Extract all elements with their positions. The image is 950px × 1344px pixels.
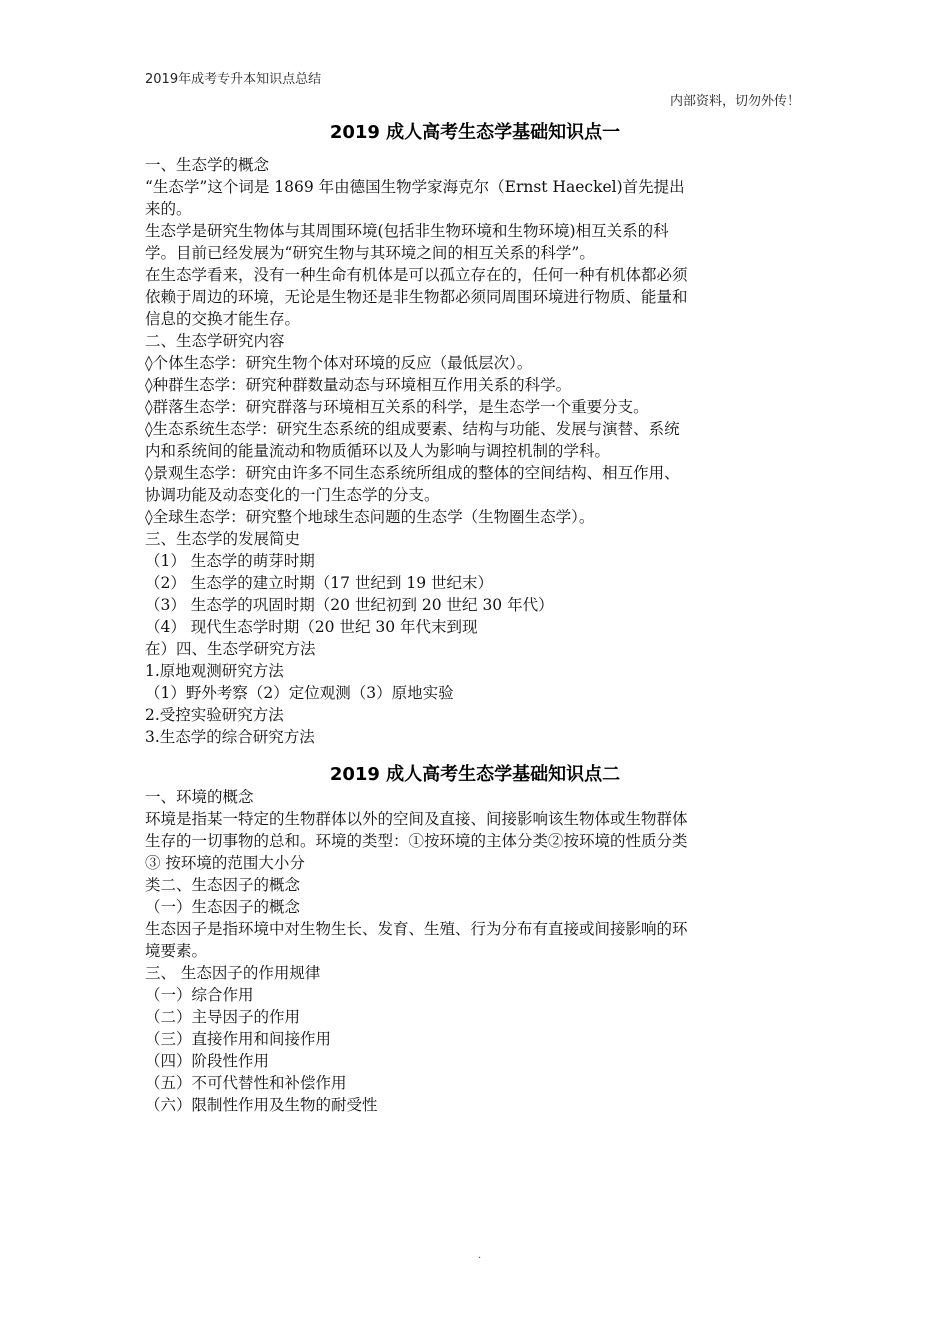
text-line: （4） 现代生态学时期（20 世纪 30 年代末到现 — [145, 618, 478, 636]
text-line: 内和系统间的能量流动和物质循环以及人为影响与调控机制的学科。 — [145, 442, 611, 460]
text-line: （四）阶段性作用 — [145, 1052, 270, 1070]
text-line: 一、环境的概念 — [145, 788, 254, 806]
text-line: ◊种群生态学：研究种群数量动态与环境相互作用关系的科学。 — [145, 376, 572, 394]
text-line: （三）直接作用和间接作用 — [145, 1030, 332, 1048]
text-line: （一）综合作用 — [145, 986, 254, 1004]
text-line: 一、生态学的概念 — [145, 156, 270, 174]
text-line: （3） 生态学的巩固时期（20 世纪初到 20 世纪 30 年代） — [145, 596, 554, 614]
section1-title: 2019 成人高考生态学基础知识点一 — [329, 122, 621, 143]
text-line: （2） 生态学的建立时期（17 世纪到 19 世纪末） — [145, 574, 494, 592]
text-line: （五）不可代替性和补偿作用 — [145, 1074, 347, 1092]
text-line: 境要素。 — [145, 942, 208, 960]
text-line: 协调功能及动态变化的一门生态学的分支。 — [145, 486, 440, 504]
text-line: 在）四、生态学研究方法 — [145, 640, 316, 658]
section2-body — [145, 786, 810, 1116]
text-line: 环境是指某一特定的生物群体以外的空间及直接、间接影响该生物体或生物群体 — [145, 810, 688, 828]
text-line: ◊生态系统生态学：研究生态系统的组成要素、结构与功能、发展与演替、系统 — [145, 420, 680, 438]
text-line: （1） 生态学的萌芽时期 — [145, 552, 315, 570]
text-line: ◊个体生态学：研究生物个体对环境的反应（最低层次）。 — [145, 354, 533, 372]
text-line: 学。目前已经发展为“研究生物与其环境之间的相互关系的科学”。 — [145, 244, 595, 262]
text-line: （六）限制性作用及生物的耐受性 — [145, 1096, 378, 1114]
text-line: 三、 生态因子的作用规律 — [145, 964, 321, 982]
text-line: 2.受控实验研究方法 — [145, 706, 284, 724]
section2-title: 2019 成人高考生态学基础知识点二 — [329, 764, 621, 785]
text-line: ◊景观生态学：研究由许多不同生态系统所组成的整体的空间结构、相互作用、 — [145, 464, 680, 482]
header-left-text: 2019年成考专升本知识点总结 — [145, 72, 322, 87]
text-line: （一）生态因子的概念 — [145, 898, 301, 916]
text-line: ◊群落生态学：研究群落与环境相互关系的科学，是生态学一个重要分支。 — [145, 398, 649, 416]
text-line: 1.原地观测研究方法 — [145, 662, 284, 680]
text-line: 生态学是研究生物体与其周围环境(包括非生物环境和生物环境)相互关系的科 — [145, 222, 669, 240]
text-line: （二）主导因子的作用 — [145, 1008, 301, 1026]
text-line: 依赖于周边的环境，无论是生物还是非生物都必须同周围环境进行物质、能量和 — [145, 288, 688, 306]
text-line: 三、生态学的发展简史 — [145, 530, 301, 548]
footer-mark: . — [478, 1250, 482, 1261]
section1-body — [145, 154, 810, 748]
text-line: （1）野外考察（2）定位观测（3）原地实验 — [145, 684, 454, 702]
text-line: ③ 按环境的范围大小分 — [145, 854, 305, 872]
text-line: 3.生态学的综合研究方法 — [145, 728, 315, 746]
text-line: 类二、生态因子的概念 — [145, 876, 301, 894]
text-line: 生态因子是指环境中对生物生长、发育、生殖、行为分布有直接或间接影响的环 — [145, 920, 688, 938]
text-line: 生存的一切事物的总和。环境的类型：①按环境的主体分类②按环境的性质分类 — [145, 832, 688, 850]
text-line: 在生态学看来，没有一种生命有机体是可以孤立存在的，任何一种有机体都必须 — [145, 266, 688, 284]
text-line: “生态学”这个词是 1869 年由德国生物学家海克尔（Ernst Haeckel)首先提出 — [145, 178, 685, 196]
text-line: 二、生态学研究内容 — [145, 332, 285, 350]
text-line: 来的。 — [145, 200, 192, 218]
text-line: 信息的交换才能生存。 — [145, 310, 301, 328]
header-right-text: 内部资料，切勿外传！ — [669, 94, 800, 109]
text-line: ◊全球生态学：研究整个地球生态问题的生态学（生物圈生态学）。 — [145, 508, 595, 526]
